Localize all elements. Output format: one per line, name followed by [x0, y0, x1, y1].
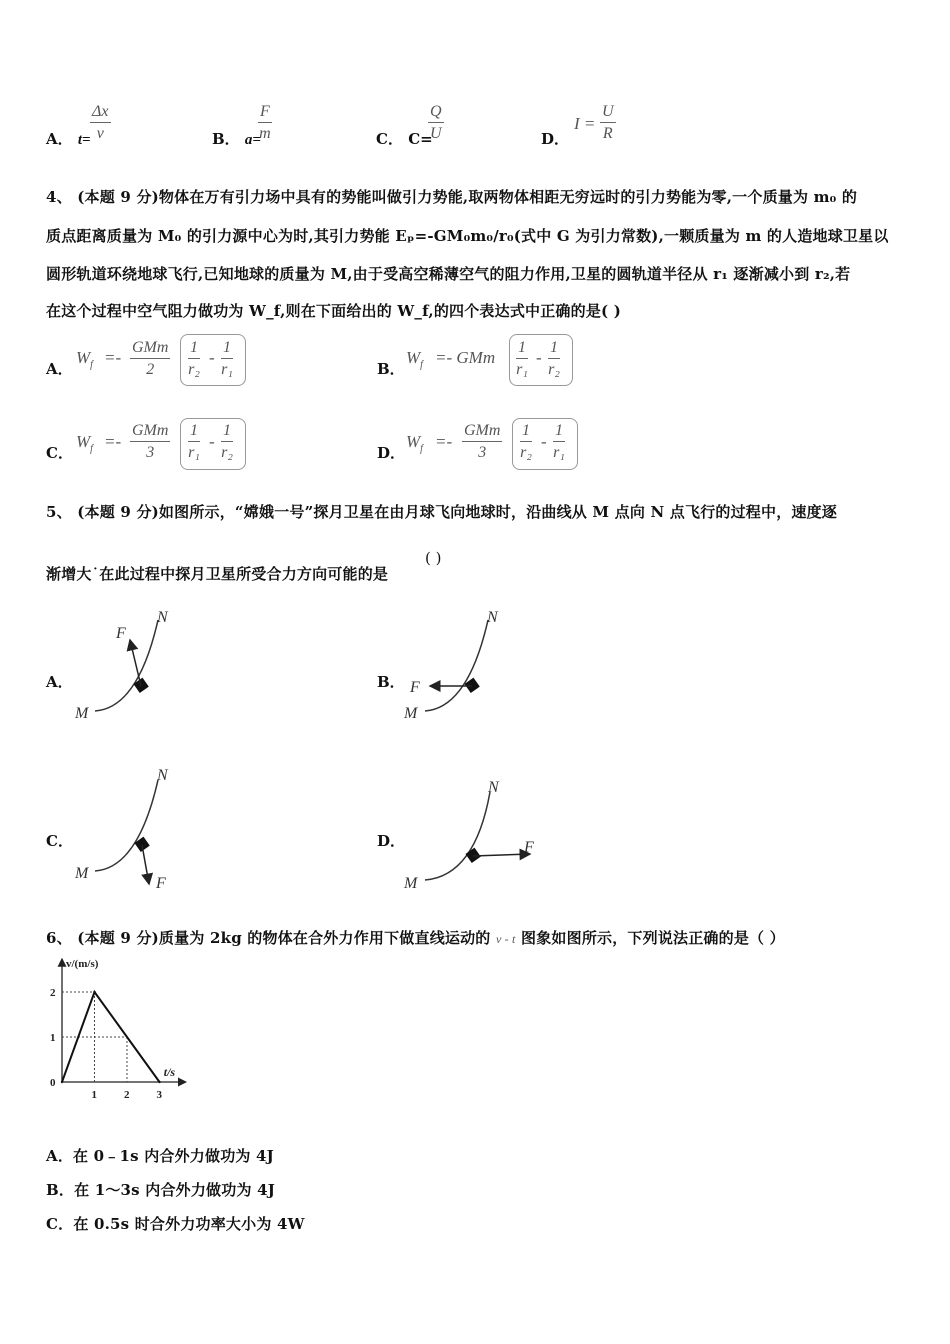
q5-diagram-d — [403, 779, 534, 892]
fraction-numerator: Δx — [90, 102, 111, 123]
q5-option-b[interactable]: B． — [377, 673, 405, 691]
fraction-numerator: U — [600, 102, 616, 123]
trajectory-curve — [425, 792, 490, 880]
q6-stem-pre: 6、 (本题 9 分)质量为 2kg 的物体在合外力作用下做直线运动的 — [46, 929, 491, 947]
x-tick-label: 2 — [124, 1089, 130, 1101]
y-tick-label: 1 — [50, 1032, 56, 1044]
vt-data-point — [61, 1081, 63, 1083]
fraction-numerator: GMm — [130, 338, 170, 359]
label-m: M — [404, 875, 418, 892]
q5-diagram-c — [74, 767, 169, 892]
w-symbol: W — [76, 348, 91, 367]
q5-option-a[interactable]: A． — [46, 673, 73, 691]
q4-option-a-minus: - — [209, 348, 215, 367]
q6-stem-post: 图象如图所示，下列说法正确的是（ ） — [521, 929, 785, 947]
label-n: N — [488, 779, 499, 796]
x-tick-label: 1 — [91, 1089, 97, 1101]
q6-option-a[interactable]: A．在 0﹣1s 内合外力做功为 4J — [46, 1147, 274, 1165]
fraction-numerator: 1 — [221, 421, 233, 442]
label-f: F — [156, 875, 166, 892]
q5-stem-line-2: 渐增大˙在此过程中探月卫星所受合力方向可能的是 — [46, 565, 389, 583]
q3-option-a-text: t= — [77, 132, 91, 148]
subscript: f — [420, 359, 423, 371]
q5-option-d[interactable]: D． — [377, 832, 406, 850]
fraction-numerator: 1 — [188, 338, 200, 359]
q4-option-a[interactable]: A． — [46, 360, 73, 378]
label-n: N — [157, 609, 168, 626]
q4-option-b-eq: =- GMm — [435, 348, 496, 367]
fraction-numerator: 1 — [221, 338, 233, 359]
q4-option-c-minus: - — [209, 432, 215, 451]
q5-diagram-b — [403, 609, 499, 722]
label-m: M — [75, 705, 89, 722]
force-arrow — [473, 854, 530, 856]
q3-option-b-label: B． — [212, 130, 240, 148]
fraction-numerator: Q — [428, 102, 444, 123]
y-axis-label: v/(m/s) — [66, 958, 99, 970]
q3-option-d-lhs: I = — [574, 114, 596, 133]
q4-stem-line-2: 质点距离质量为 M₀ 的引力源中心为时,其引力势能 Eₚ=-GM₀m₀/r₀(式中 G 为引力常数),一颗质量为 m 的人造地球卫星以 — [46, 227, 889, 245]
fraction-numerator: 1 — [548, 338, 560, 359]
w-symbol: W — [406, 432, 421, 451]
w-symbol: W — [406, 348, 421, 367]
fraction-numerator: 1 — [516, 338, 528, 359]
fraction-denominator: U — [430, 125, 442, 142]
q4-option-d-eq: =- — [435, 432, 453, 451]
x-axis-label: t/s — [163, 1065, 176, 1079]
label-f: F — [410, 679, 420, 696]
q4-stem-line-4: 在这个过程中空气阻力做功为 W_f,则在下面给出的 W_f,的四个表达式中正确的是( ) — [46, 302, 622, 320]
trajectory-curve — [425, 620, 488, 711]
fraction-denominator: r₁ — [553, 444, 565, 461]
vt-data-point — [158, 1081, 160, 1083]
q4-option-d-minus: - — [541, 432, 547, 451]
x-tick-label: 3 — [156, 1089, 162, 1101]
fraction-denominator: 3 — [146, 444, 155, 461]
subscript: f — [90, 443, 93, 455]
q3-option-b-text: a= — [244, 132, 261, 148]
fraction-denominator: r₂ — [520, 444, 532, 461]
q6-stem-line-1 — [46, 927, 785, 948]
fraction-numerator: GMm — [130, 421, 170, 442]
fraction-numerator: GMm — [462, 421, 502, 442]
fraction-numerator: 1 — [188, 421, 200, 442]
subscript: f — [90, 359, 93, 371]
q3-option-c-label: C． — [376, 130, 403, 148]
fraction-numerator: 1 — [520, 421, 532, 442]
fraction-denominator: r₁ — [516, 361, 528, 378]
fraction-denominator: r₂ — [188, 361, 200, 378]
label-m: M — [75, 865, 89, 882]
q3-option-d-label: D． — [541, 130, 570, 148]
fraction-denominator: r₁ — [221, 361, 233, 378]
fraction-denominator: v — [96, 125, 104, 142]
q4-option-a-eq: =- — [104, 348, 122, 367]
q6-option-c[interactable]: C．在 0.5s 时合外力功率大小为 4W — [46, 1215, 305, 1233]
fraction-denominator: 2 — [146, 361, 155, 378]
q6-vt-chart — [40, 955, 210, 1105]
label-n: N — [487, 609, 498, 626]
q4-option-d[interactable]: D． — [377, 444, 406, 462]
q4-option-c[interactable]: C． — [46, 444, 73, 462]
fraction-denominator: r₁ — [188, 444, 200, 461]
q4-option-c-eq: =- — [104, 432, 122, 451]
q5-answer-paren: ( ) — [425, 549, 442, 567]
force-arrow — [130, 640, 141, 686]
trajectory-curve — [95, 620, 158, 711]
q4-option-b-minus: - — [536, 348, 542, 367]
label-n: N — [157, 767, 168, 784]
fraction-numerator: F — [258, 102, 272, 123]
q4-stem-line-3: 圆形轨道环绕地球飞行,已知地球的质量为 M,由于受高空稀薄空气的阻力作用,卫星的圆轨道半径从 r₁ 逐渐减小到 r₂,若 — [46, 265, 851, 283]
force-arrow — [142, 845, 149, 884]
q5-stem-line-1: 5、 (本题 9 分)如图所示，“嫦娥一号”探月卫星在由月球飞向地球时，沿曲线从 M 点向 N 点飞行的过程中，速度逐 — [46, 503, 837, 521]
trajectory-curve — [95, 780, 158, 871]
q6-option-b[interactable]: B．在 1～3s 内合外力做功为 4J — [46, 1181, 275, 1199]
label-m: M — [404, 705, 418, 722]
q3-option-c-text: C= — [408, 130, 433, 148]
fraction-denominator: r₂ — [548, 361, 560, 378]
fraction-denominator: r₂ — [221, 444, 233, 461]
q5-option-c[interactable]: C． — [46, 832, 73, 850]
fraction-denominator: m — [259, 125, 271, 142]
q4-option-b[interactable]: B． — [377, 360, 405, 378]
fraction-denominator: R — [602, 125, 613, 142]
w-symbol: W — [76, 432, 91, 451]
y-tick-label: 2 — [50, 987, 56, 999]
q3-option-a-label: A． — [46, 130, 73, 148]
q4-stem-line-1: 4、 (本题 9 分)物体在万有引力场中具有的势能叫做引力势能,取两物体相距无穷远时的引力势能为零,一个质量为 m₀ 的 — [46, 188, 858, 206]
subscript: f — [420, 443, 423, 455]
q6-vt-symbol: v - t — [495, 932, 516, 946]
label-f: F — [524, 839, 534, 856]
y-tick-label: 0 — [50, 1077, 56, 1089]
label-f: F — [116, 625, 126, 642]
fraction-denominator: 3 — [478, 444, 487, 461]
q5-diagram-a — [74, 609, 169, 722]
vt-data-point — [93, 991, 95, 993]
fraction-numerator: 1 — [553, 421, 565, 442]
